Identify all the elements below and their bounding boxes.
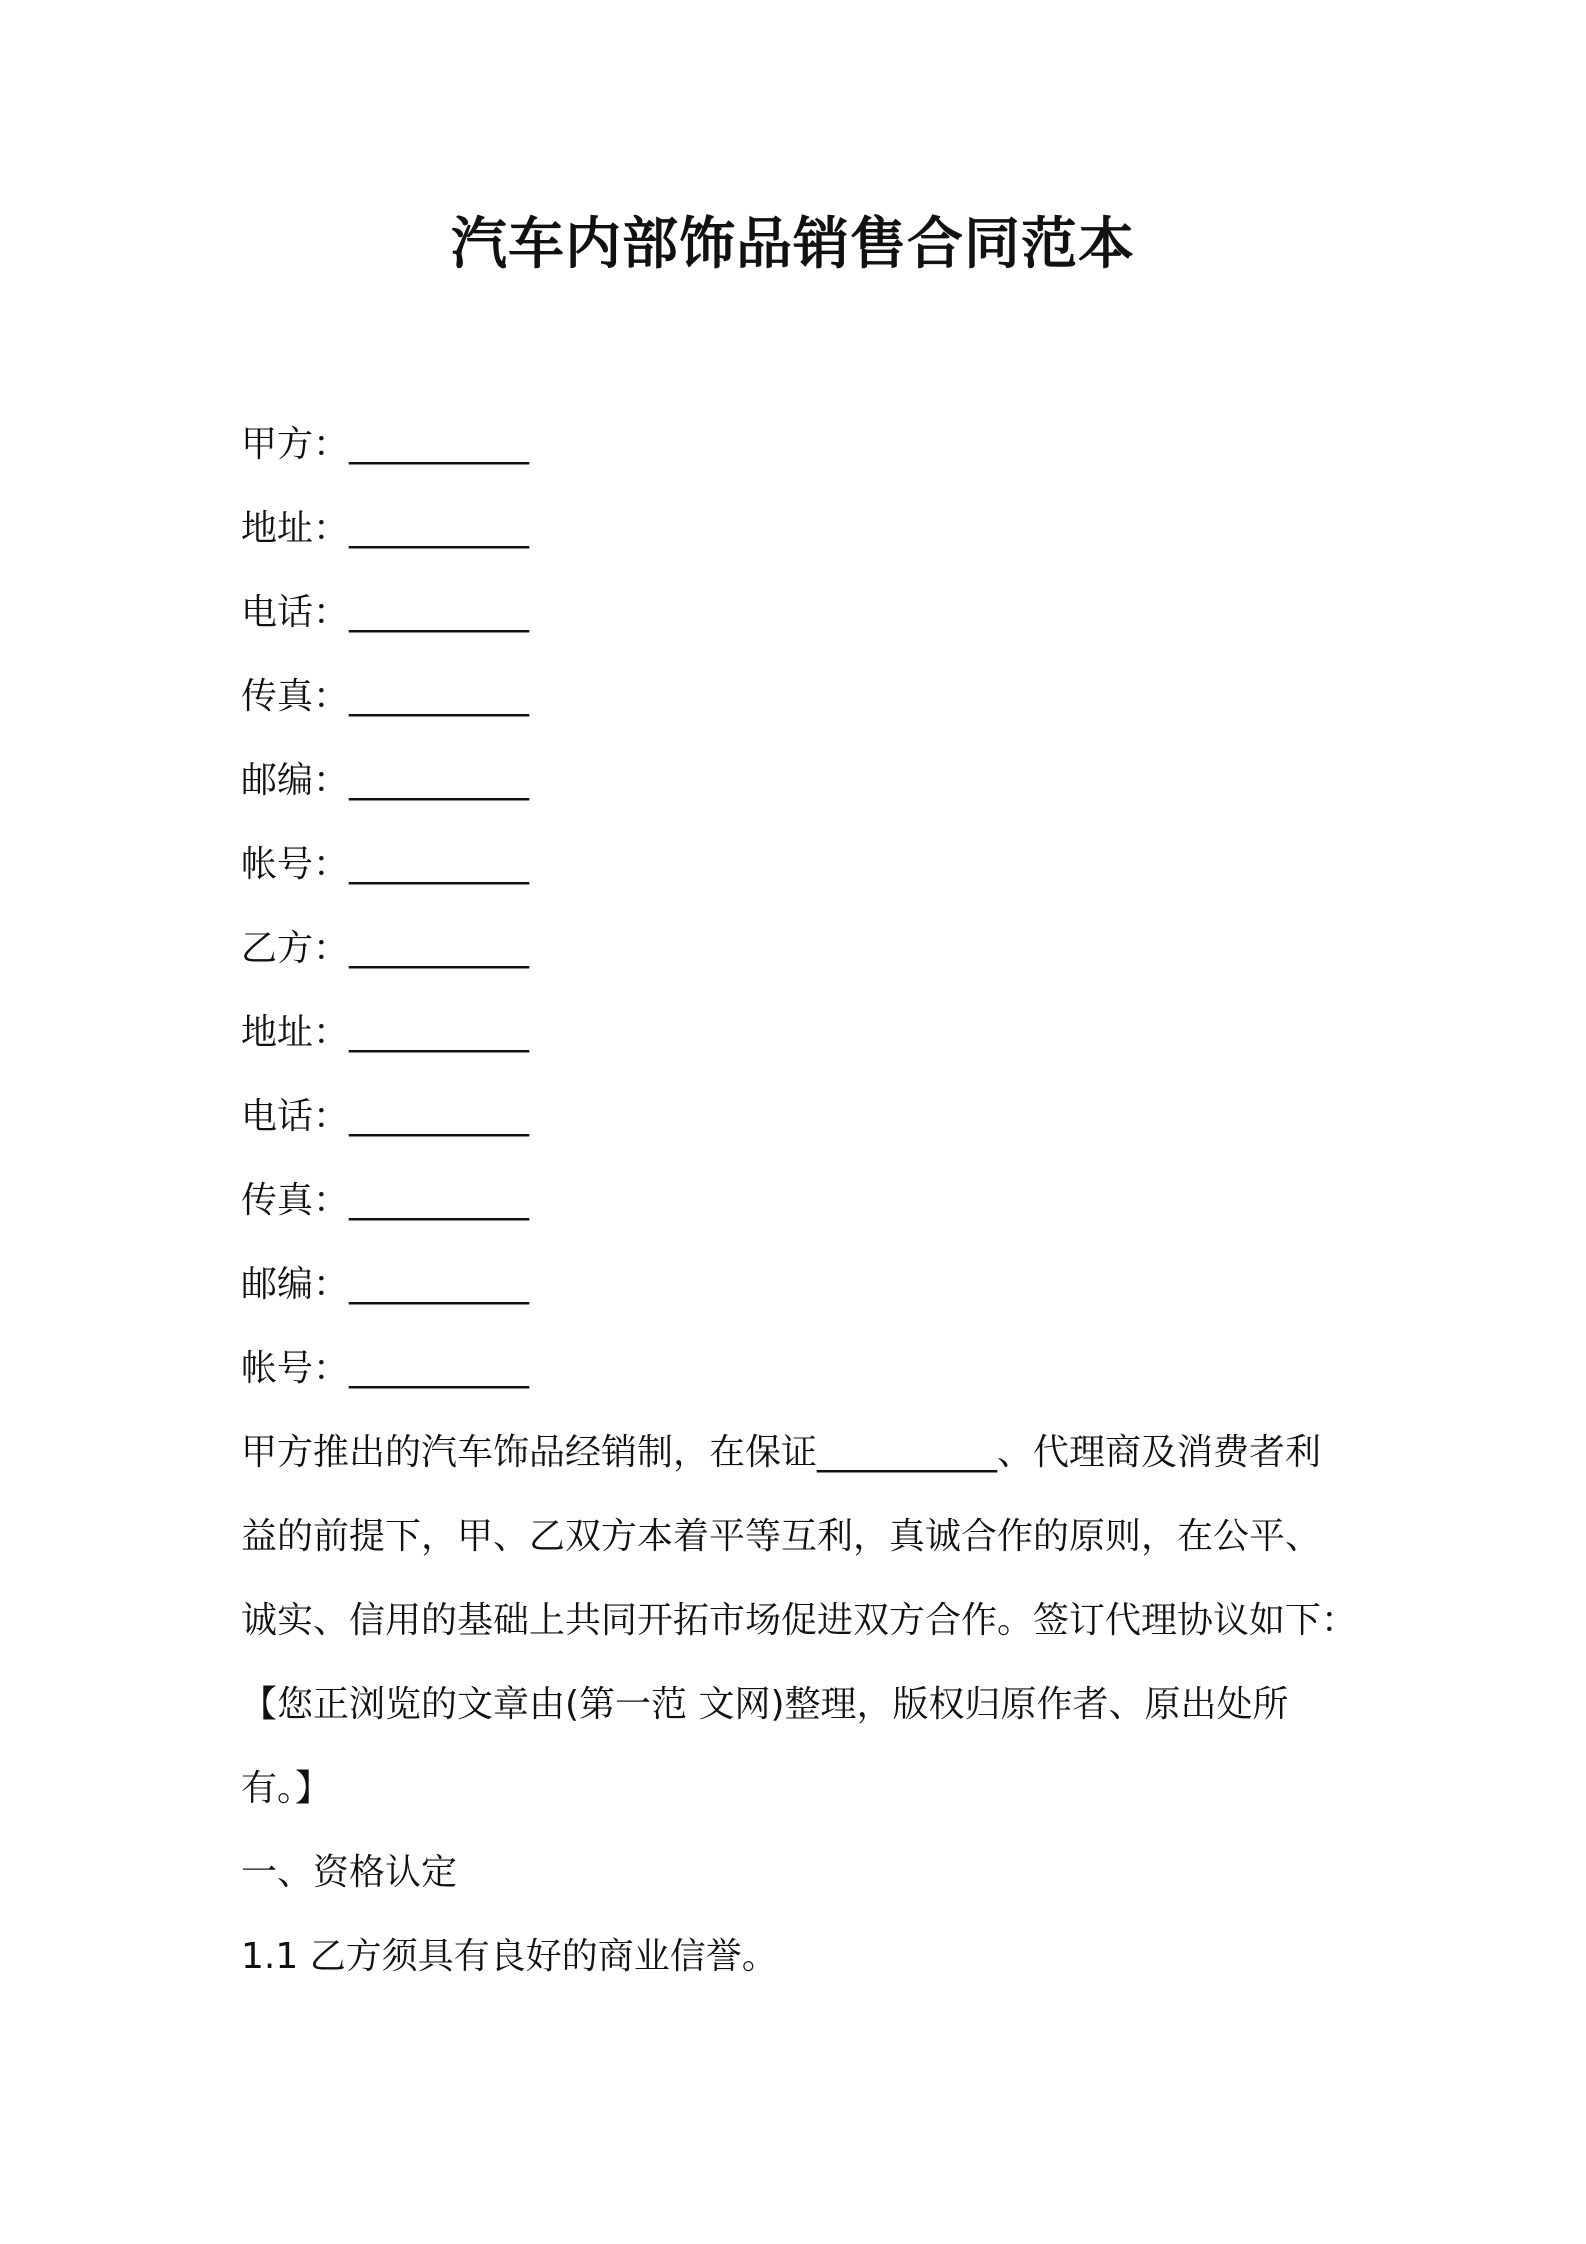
party-b-postcode-field [241, 1243, 1361, 1327]
intro-line: 【您正浏览的文章由(第一范 文网)整理，版权归原作者、原出处所 [241, 1684, 1289, 1725]
document-title: 汽车内部饰品销售合同范本 [451, 212, 1135, 277]
party-a-fax-field [241, 655, 1361, 739]
clause-1-1: 1.1 乙方须具有良好的商业信誉。 [241, 1936, 778, 1977]
field-label: 电话： [241, 592, 350, 633]
field-label: 甲方： [241, 424, 350, 465]
field-blank: __________ [349, 424, 530, 465]
field-blank: __________ [349, 1012, 530, 1053]
field-blank: __________ [349, 928, 530, 969]
intro-line: 诚实、信用的基础上共同开拓市场促进双方合作。签订代理协议如下： [241, 1600, 1358, 1641]
field-blank: __________ [349, 676, 530, 717]
party-a-name-field [241, 403, 1361, 487]
field-label: 乙方： [241, 928, 350, 969]
party-a-block [241, 403, 1361, 907]
field-label: 传真： [241, 676, 350, 717]
field-label: 邮编： [241, 760, 350, 801]
intro-line: 有。】 [241, 1768, 332, 1809]
party-b-address-field [241, 991, 1361, 1075]
document-body [241, 403, 1361, 1999]
field-blank: __________ [349, 844, 530, 885]
field-label: 传真： [241, 1180, 350, 1221]
field-blank: __________ [349, 508, 530, 549]
intro-line: 益的前提下，甲、乙双方本着平等互利，真诚合作的原则，在公平、 [241, 1516, 1322, 1557]
party-a-postcode-field [241, 739, 1361, 823]
field-blank: __________ [349, 1180, 530, 1221]
section-heading-qualification: 一、资格认定 [241, 1852, 458, 1893]
field-blank: __________ [349, 1264, 530, 1305]
field-label: 地址： [241, 508, 350, 549]
party-b-block [241, 907, 1361, 1411]
field-blank: __________ [349, 592, 530, 633]
field-blank: __________ [349, 1348, 530, 1389]
party-b-fax-field [241, 1159, 1361, 1243]
field-label: 帐号： [241, 1348, 350, 1389]
party-b-name-field [241, 907, 1361, 991]
party-a-address-field [241, 487, 1361, 571]
party-b-account-field [241, 1327, 1361, 1411]
field-blank: __________ [349, 1096, 530, 1137]
field-label: 电话： [241, 1096, 350, 1137]
field-label: 地址： [241, 1012, 350, 1053]
party-b-phone-field [241, 1075, 1361, 1159]
intro-line: 甲方推出的汽车饰品经销制，在保证__________、代理商及消费者利 [241, 1432, 1322, 1473]
field-label: 帐号： [241, 844, 350, 885]
intro-paragraph [241, 1411, 1361, 1831]
party-a-account-field [241, 823, 1361, 907]
field-label: 邮编： [241, 1264, 350, 1305]
field-blank: __________ [349, 760, 530, 801]
party-a-phone-field [241, 571, 1361, 655]
